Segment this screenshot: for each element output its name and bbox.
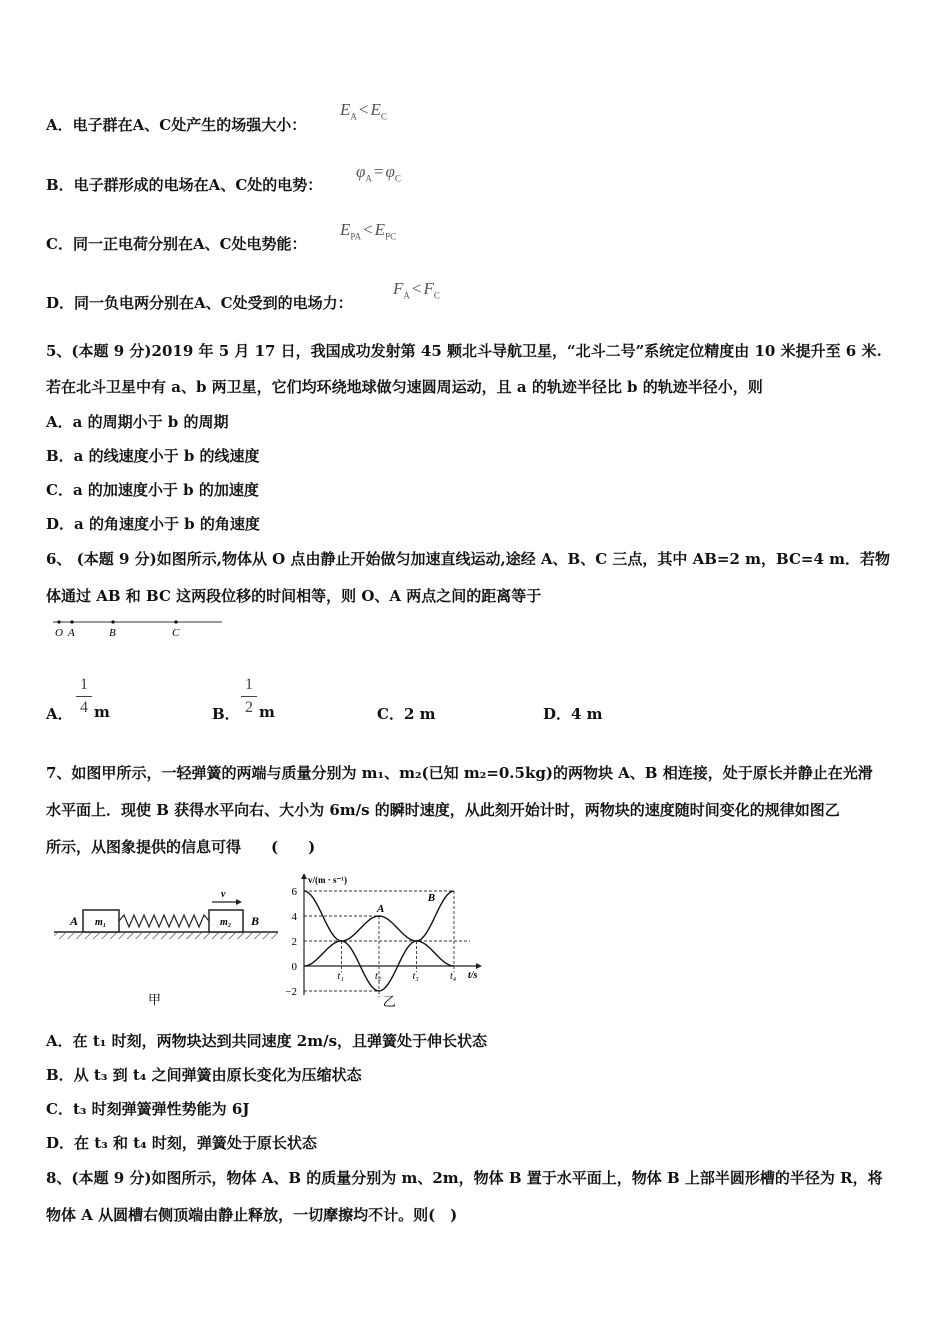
q7-option-b: B．从 t₃ 到 t₄ 之间弹簧由原长变化为压缩状态 [46,1066,362,1084]
y-tick-label: 4 [291,911,297,923]
label-c: C [172,627,180,639]
q6-stem-line2: 体通过 AB 和 BC 这两段位移的时间相等，则 O、A 两点之间的距离等于 [46,587,542,605]
x-tick-label: t₂ [375,971,382,982]
y-axis-label: v/(m · s⁻¹) [308,875,347,885]
q7-option-c: C．t₃ 时刻弹簧弹性势能为 6J [46,1100,250,1118]
y-tick-label: 2 [291,936,297,948]
q6-stem-line1: 6、 (本题 9 分)如图所示,物体从 O 点由静止开始做匀加速直线运动,途经 A、B、C 三点，其中 AB=2 m，BC=4 m．若物 [46,550,891,568]
q4-option-a-formula: $E_A < E_C$ [340,100,387,122]
q6-option-a-unit: m [94,703,110,721]
point-c [174,620,177,623]
q7-stem-line1: 7、如图甲所示，一轻弹簧的两端与质量分别为 m₁、m₂(已知 m₂=0.5kg)的两物块 A、B 相连接，处于原长并静止在光滑 [46,764,873,782]
q4-option-c: C．同一正电荷分别在A、C处电势能： [46,235,307,253]
spring [119,915,209,927]
q7-option-d: D．在 t₃ 和 t₄ 时刻，弹簧处于原长状态 [46,1134,317,1152]
x-axis-arrowhead [476,963,482,969]
q7-stem-line2: 水平面上．现使 B 获得水平向右、大小为 6m/s 的瞬时速度，从此刻开始计时，两物块的速度随时间变化的规律如图乙 [46,801,840,819]
label-block-b: B [251,914,260,928]
velocity-arrowhead [236,899,242,905]
q6-option-a-fraction: 1 4 [76,676,92,717]
q6-option-b-label: B． [212,705,240,723]
q6-option-b-fraction: 1 2 [241,676,257,717]
q4-option-d: D．同一负电两分别在A、C处受到的电场力： [46,294,353,312]
figure-jia-caption: 甲 [148,992,162,1007]
q8-stem-line2: 物体 A 从圆槽右侧顶端由静止释放，一切摩擦均不计。则( ) [46,1206,458,1224]
x-axis-label: t/s [468,970,478,981]
q4-option-c-formula: $E_{PA} < E_{PC}$ [340,220,397,242]
label-o: O [55,627,63,639]
y-tick-label: 6 [291,886,297,898]
q6-line-figure [48,612,228,642]
q5-option-c: C．a 的加速度小于 b 的加速度 [46,481,259,499]
ground-hatch [54,933,278,939]
q4-option-b-formula: $\varphi_A = \varphi_C$ [356,162,401,184]
q8-stem-line1: 8、(本题 9 分)如图所示，物体 A、B 的质量分别为 m、2m，物体 B 置于水平面上，物体 B 上部半圆形槽的半径为 R，将 [46,1169,883,1187]
point-b [111,620,114,623]
q6-option-a-label: A． [46,705,73,723]
x-tick-label: t₃ [412,971,419,982]
series-b-label: B [427,892,436,904]
label-a: A [68,627,75,639]
figure-jia [50,880,282,1010]
block-m1-label: m₁ [95,917,107,928]
block-m2-label: m₂ [220,917,232,928]
point-a [70,620,73,623]
q6-option-b-unit: m [259,703,275,721]
q4-option-b: B．电子群形成的电场在A、C处的电势： [46,176,323,194]
q5-option-d: D．a 的角速度小于 b 的角速度 [46,515,260,533]
q7-stem-line3: 所示，从图象提供的信息可得 ( ) [46,838,316,856]
q5-option-b: B．a 的线速度小于 b 的线速度 [46,447,260,465]
point-o [57,620,60,623]
q6-option-c: C．2 m [377,705,436,723]
figure-yi-chart [280,866,492,1016]
q4-option-d-formula: $F_A < F_C$ [393,279,440,301]
series-a-label: A [377,903,385,915]
y-axis-arrowhead [301,873,307,879]
q5-stem-line1: 5、(本题 9 分)2019 年 5 月 17 日，我国成功发射第 45 颗北斗导航卫星，“北斗二号”系统定位精度由 10 米提升至 6 米. [46,342,882,360]
q4-option-a: A．电子群在A、C处产生的场强大小： [46,116,307,134]
q5-option-a: A．a 的周期小于 b 的周期 [46,413,229,431]
q5-stem-line2: 若在北斗卫星中有 a、b 两卫星，它们均环绕地球做匀速圆周运动，且 a 的轨迹半径比 b 的轨迹半径小，则 [46,378,763,396]
x-tick-label: t₄ [450,971,457,982]
figure-yi-caption: 乙 [382,994,396,1009]
label-block-a: A [70,914,79,928]
y-tick-label: 0 [291,961,297,973]
label-b: B [109,627,116,639]
x-tick-label: t₁ [337,971,344,982]
q7-option-a: A．在 t₁ 时刻，两物块达到共同速度 2m/s，且弹簧处于伸长状态 [46,1032,488,1050]
y-tick-label: −2 [285,986,297,998]
q6-option-d: D．4 m [543,705,603,723]
velocity-label: v [221,889,226,900]
